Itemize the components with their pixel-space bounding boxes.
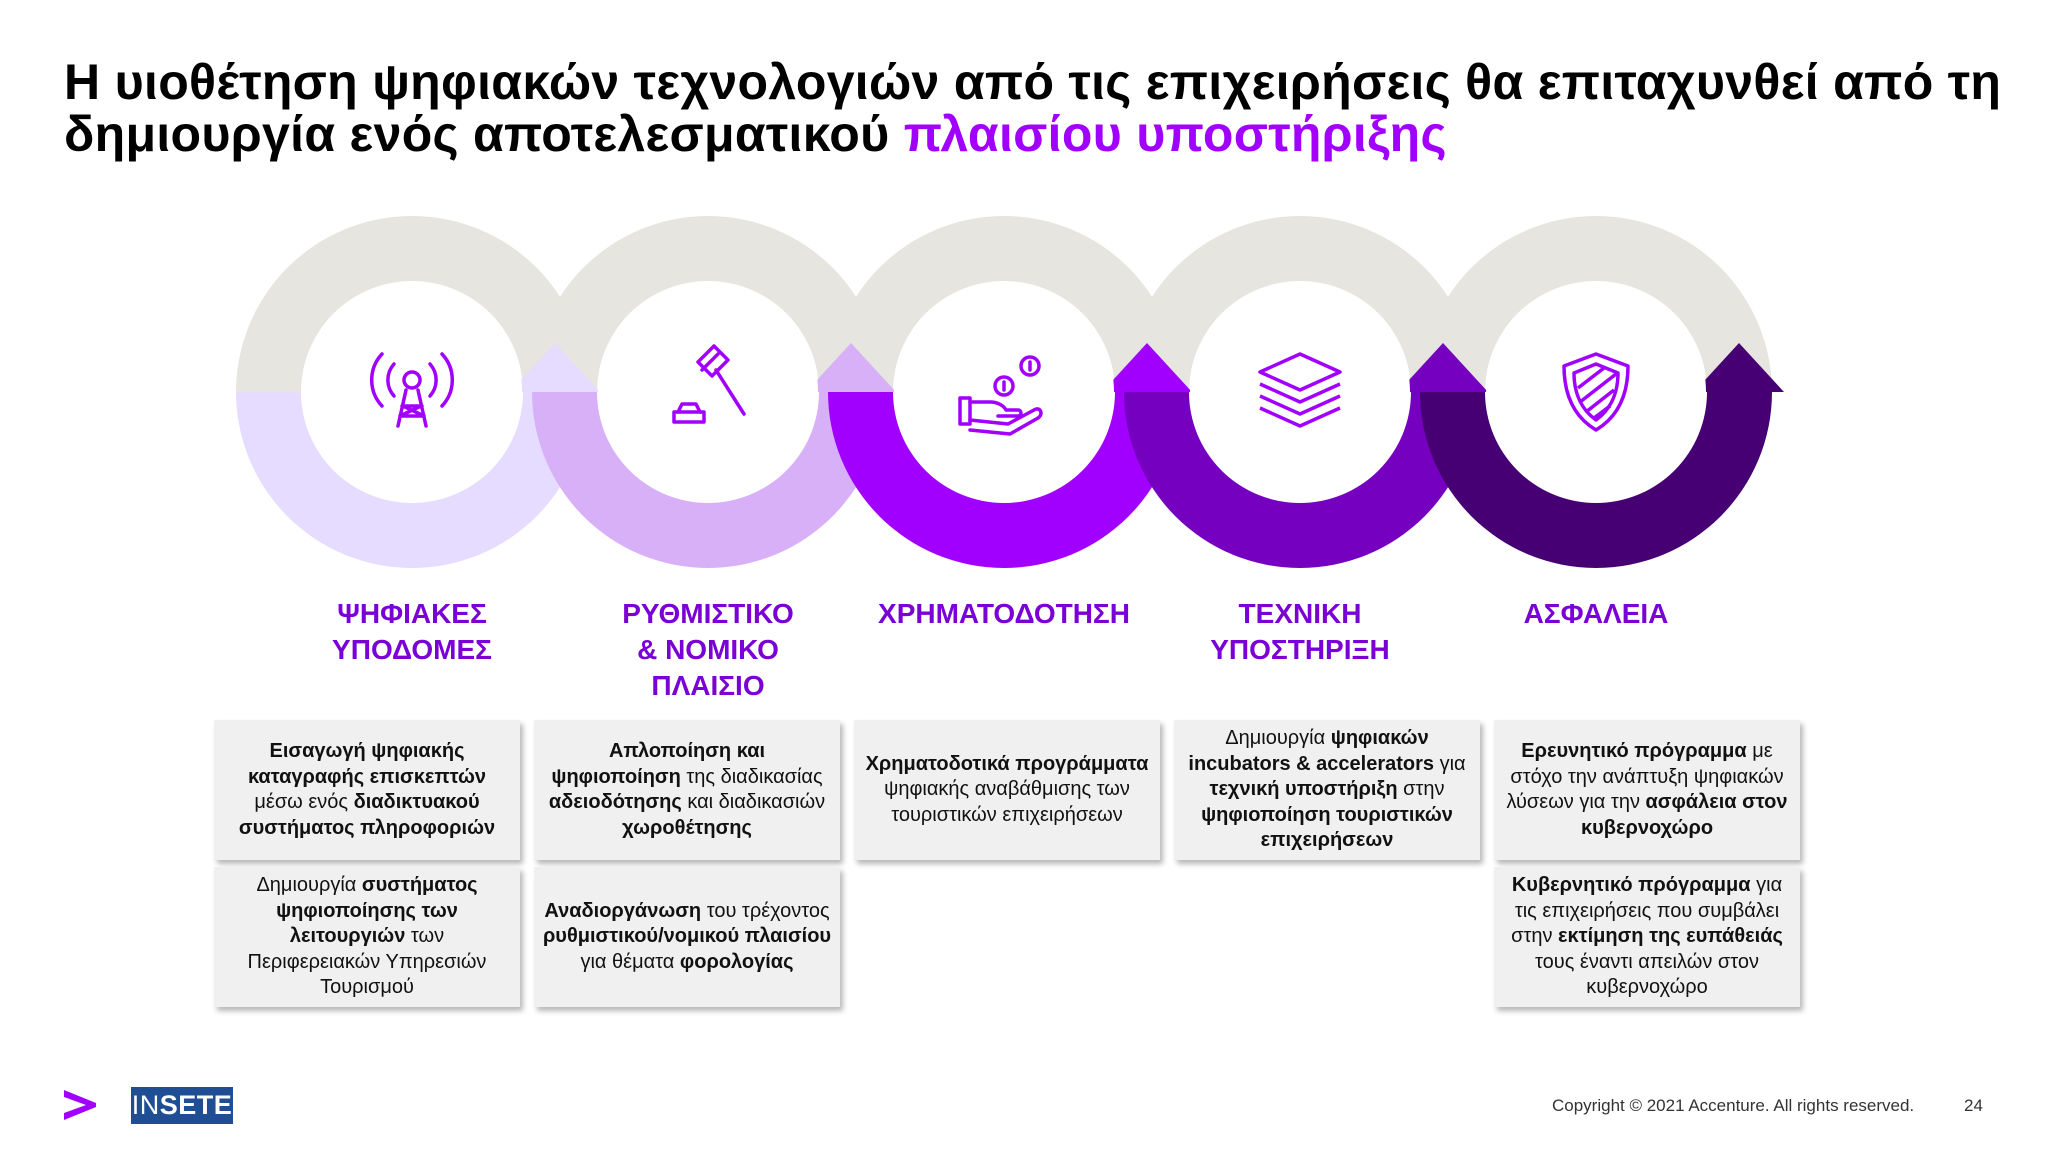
card-text-bold: διαδικτυακού συστήματος πληροφοριών <box>238 791 496 839</box>
card-text <box>542 899 832 976</box>
card-text-bold: ψηφιακών incubators & accelerators <box>1188 727 1435 775</box>
card-text <box>1182 726 1472 854</box>
pillar-label-line: ΥΠΟΔΟΜΕΣ <box>332 634 492 665</box>
insete-logo-bold: SETE <box>159 1090 233 1120</box>
pillar-label-line: ΧΡΗΜΑΤΟΔΟΤΗΣΗ <box>878 598 1130 629</box>
accenture-logo <box>62 1088 98 1122</box>
card-text-bold: Εισαγωγή ψηφιακής καταγραφής επισκεπτών <box>247 740 487 788</box>
card-text-run: της διαδικασίας <box>680 765 823 788</box>
card-text-run: του τρέχοντος <box>701 899 830 922</box>
title-main: Η υιοθέτηση ψηφιακών τεχνολογιών από τις επιχειρήσεις θα επιταχυνθεί από τη δημιουργία ενός αποτελεσματικού <box>64 54 2002 162</box>
card-text-bold: εκτίμηση της ευπάθειάς <box>1558 925 1783 948</box>
pillar-label-line: ΑΣΦΑΛΕΙΑ <box>1523 598 1669 629</box>
card-text-run: για τις επιχειρήσεις που συμβάλει στην <box>1511 874 1783 948</box>
card-text-bold: συστήματος ψηφιοποίησης των λειτουργιών <box>276 874 478 948</box>
title-highlight: πλαισίου υποστήριξης <box>903 106 1447 162</box>
pillar-label-digital-infrastructure <box>292 596 532 668</box>
page-number: 24 <box>1964 1096 1983 1115</box>
card-vulnerability-assessment <box>1494 867 1800 1007</box>
card-funding-programs <box>854 720 1160 860</box>
card-text-bold: Ερευνητικό πρόγραμμα <box>1521 740 1747 762</box>
card-text-bold: αδειοδότησης <box>548 791 682 813</box>
card-text-bold: Αναδιοργάνωση <box>544 899 702 922</box>
card-text-bold: ψηφιοποίηση τουριστικών επιχειρήσεων <box>1201 803 1453 852</box>
pillar-label-technical-support <box>1180 596 1420 668</box>
card-incubators-accelerators <box>1174 720 1480 860</box>
card-text-run: για θέματα <box>580 950 680 973</box>
pillar-label-line: ΡΥΘΜΙΣΤΙΚΟ <box>622 598 794 629</box>
card-text <box>222 873 512 1001</box>
card-text <box>542 739 832 841</box>
insete-logo-light: IN <box>131 1090 160 1120</box>
card-text-bold: Χρηματοδοτικά προγράμματα <box>865 752 1149 775</box>
card-text-bold: χωροθέτησης <box>622 816 752 839</box>
pillar-label-funding <box>854 596 1154 632</box>
card-text-bold: τεχνική υποστήριξη <box>1209 778 1398 801</box>
card-text <box>1502 739 1792 841</box>
card-text-run: των Περιφερειακών Υπηρεσιών Τουρισμού <box>247 925 487 999</box>
insete-logo <box>131 1087 233 1124</box>
card-text-run: και διαδικασιών <box>681 791 826 813</box>
card-cybersecurity-research <box>1494 720 1800 860</box>
card-text-bold: Απλοποίηση και ψηφιοποίηση <box>551 740 766 788</box>
card-text-run: Δημιουργία <box>256 874 362 897</box>
card-text-bold: ρυθμιστικού/νομικού πλαισίου <box>542 925 832 948</box>
card-text <box>1502 873 1792 1001</box>
pillar-label-line: ΥΠΟΣΤΗΡΙΞΗ <box>1210 634 1390 665</box>
card-text-bold: ασφάλεια στον κυβερνοχώρο <box>1580 791 1788 839</box>
card-regional-services-digitization <box>214 867 520 1007</box>
card-text-run: στην <box>1397 778 1445 801</box>
card-text-run: με στόχο την ανάπτυξη ψηφιακών λύσεων για την <box>1506 740 1784 813</box>
card-text-run: τους έναντι απειλών στον κυβερνοχώρο <box>1535 950 1759 999</box>
copyright-text: Copyright © 2021 Accenture. All rights reserved. <box>1552 1096 1915 1115</box>
pillar-label-line: ΤΕΧΝΙΚΗ <box>1238 598 1362 629</box>
pillar-label-line: & ΝΟΜΙΚΟ <box>637 634 779 665</box>
card-text-run: ψηφιακής αναβάθμισης των τουριστικών επιχειρήσεων <box>884 778 1130 826</box>
card-text-bold: φορολογίας <box>679 950 794 973</box>
card-text-bold: Κυβερνητικό πρόγραμμα <box>1511 874 1751 897</box>
card-digital-visitor-registration <box>214 720 520 860</box>
pillar-label-line: ΠΛΑΙΣΙΟ <box>651 670 765 701</box>
card-text <box>862 752 1152 829</box>
pillar-label-line: ΨΗΦΙΑΚΕΣ <box>337 598 487 629</box>
card-text-run: για <box>1434 752 1466 775</box>
card-text-run: μέσω ενός <box>254 791 354 813</box>
card-licensing-simplification <box>534 720 840 860</box>
pillar-label-regulatory-framework <box>588 596 828 704</box>
card-text <box>222 739 512 841</box>
card-regulatory-reorganization <box>534 867 840 1007</box>
pillar-label-security <box>1476 596 1716 632</box>
card-text-run: Δημιουργία <box>1225 727 1331 750</box>
